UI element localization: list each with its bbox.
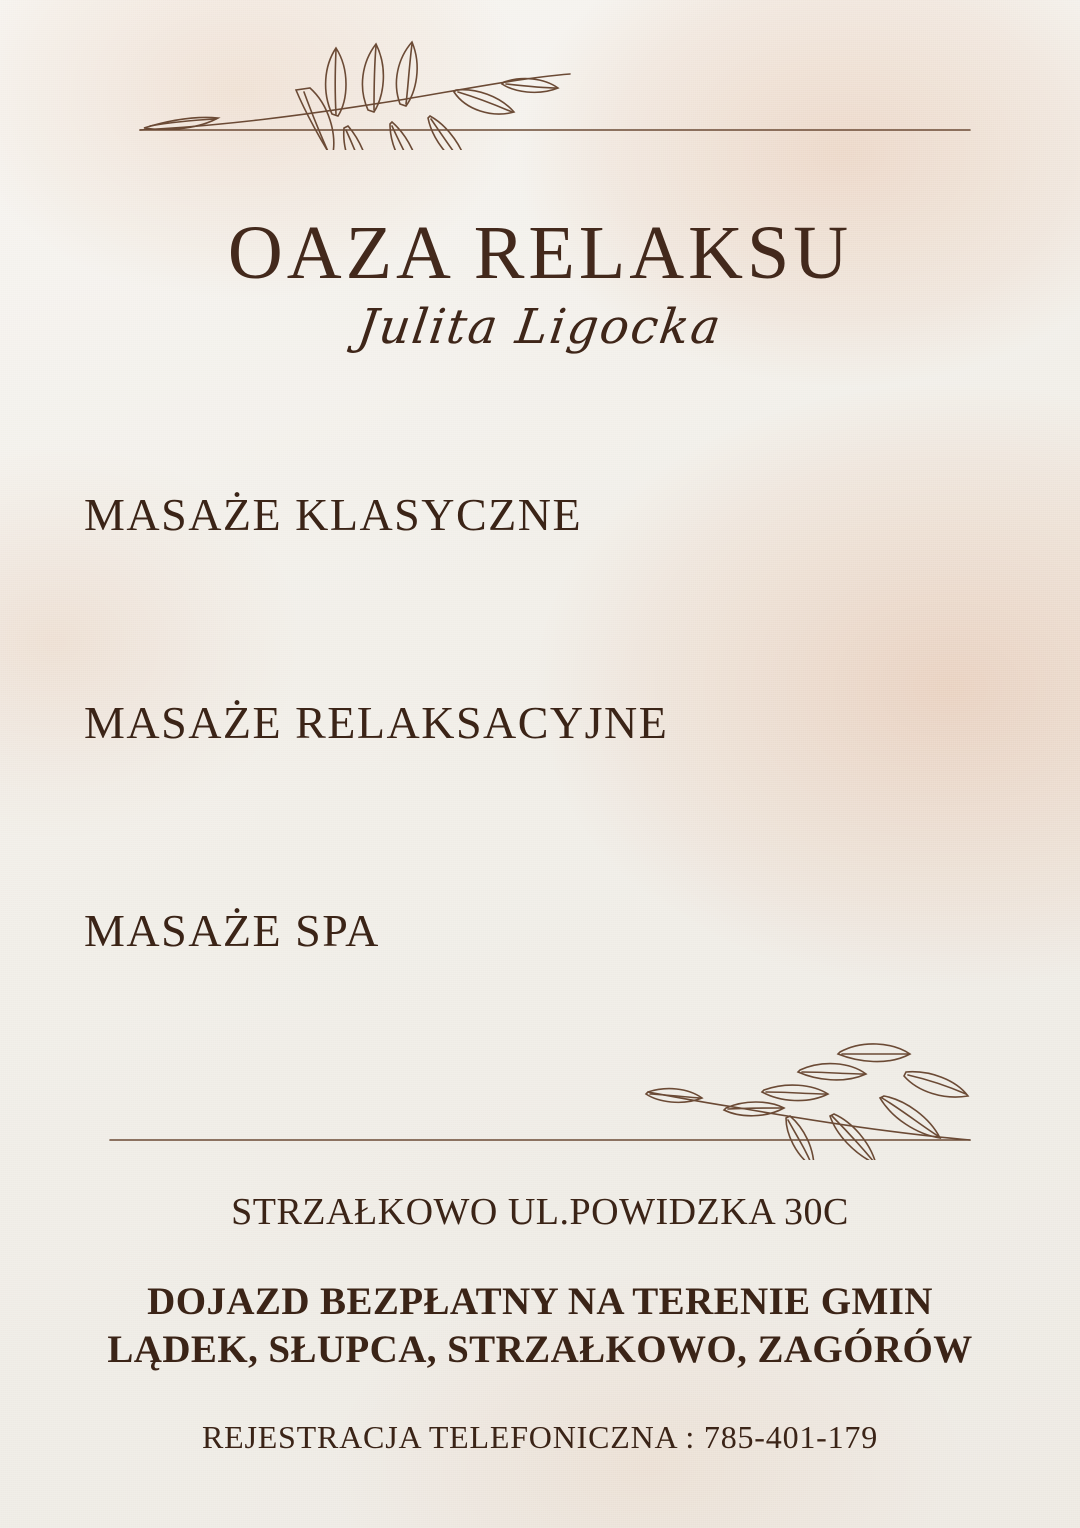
footer-block (0, 1190, 1080, 1456)
page-title: OAZA RELAKSU (227, 211, 853, 295)
brand-subtitle: Julita Ligocka (354, 298, 726, 355)
phone-line: REJESTRACJA TELEFONICZNA : 785-401-179 (201, 1419, 879, 1456)
list-item: MASAŻE SPA (84, 905, 380, 956)
leaf-branch-icon (100, 30, 980, 150)
list-item: MASAŻE RELAKSACYJNE (84, 697, 669, 748)
coverage-line-1: DOJAZD BEZPŁATNY NA TERENIE GMIN (147, 1280, 933, 1323)
list-item: MASAŻE KLASYCZNE (84, 489, 583, 540)
services-list (84, 490, 996, 1114)
address-line: STRZAŁKOWO UL.POWIDZKA 30C (231, 1191, 849, 1233)
leaf-branch-icon (100, 1030, 980, 1160)
coverage-line-2: LĄDEK, SŁUPCA, STRZAŁKOWO, ZAGÓRÓW (107, 1327, 973, 1371)
header-block (0, 211, 1080, 355)
